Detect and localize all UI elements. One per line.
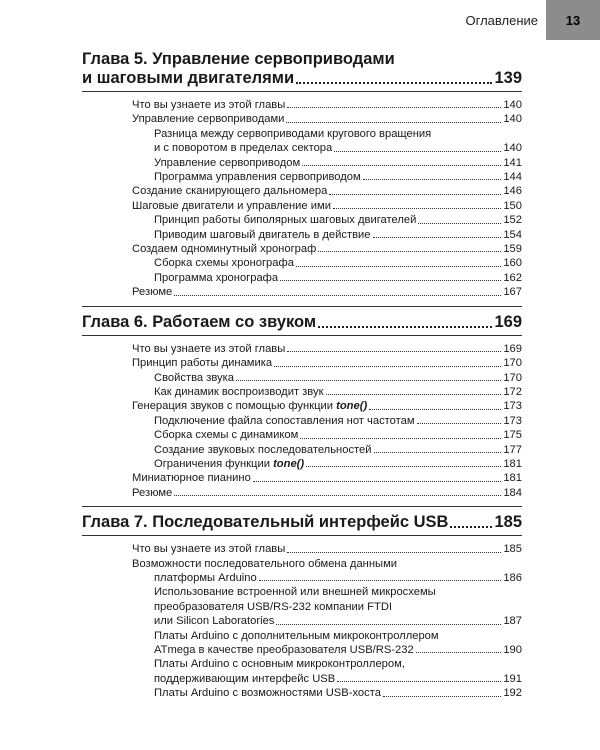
toc-entry[interactable]: Программа хронографа 162 <box>154 271 522 284</box>
toc-entry[interactable]: или Silicon Laboratories 187 <box>154 615 522 628</box>
toc-entry[interactable]: Программа управления сервоприводом 144 <box>154 171 522 184</box>
toc-entry[interactable]: Принцип работы биполярных шаговых двигателей 152 <box>154 214 522 227</box>
toc-entry-continued[interactable]: Возможности последовательного обмена данными <box>132 557 398 570</box>
toc-entry[interactable]: Что вы узнаете из этой главы 140 <box>132 99 522 111</box>
running-header-title: Оглавление <box>465 12 538 28</box>
chapter-page: 185 <box>494 513 522 532</box>
chapter-title-entry[interactable]: и шаговыми двигателями 139 <box>82 69 522 87</box>
chapter-rule <box>82 335 522 336</box>
toc-entry[interactable]: Шаговые двигатели и управление ими 150 <box>132 199 522 212</box>
toc-entry[interactable]: Приводим шаговый двигатель в действие 154 <box>154 228 522 241</box>
dot-leader <box>296 82 492 84</box>
toc-entry[interactable]: Управление сервоприводами 140 <box>132 113 522 126</box>
chapter-5 <box>82 50 522 300</box>
chapter-6 <box>82 306 522 500</box>
toc-entry[interactable]: Сборка схемы с динамиком 175 <box>154 429 522 442</box>
chapter-page: 139 <box>494 69 522 87</box>
toc-entry-continued[interactable]: Платы Arduino с дополнительным микроконтроллером <box>154 629 439 642</box>
chapter-title-line[interactable]: Глава 5. Управление сервоприводами <box>82 50 395 68</box>
toc-entry[interactable]: Миниатюрное пианино 181 <box>132 472 522 485</box>
chapter-title-entry[interactable]: Глава 6. Работаем со звуком 169 <box>82 312 522 331</box>
chapter-rule <box>82 506 522 507</box>
chapter-rule <box>82 306 522 307</box>
toc-entry[interactable]: Управление сервоприводом 141 <box>154 156 522 169</box>
toc-entry[interactable]: Платы Arduino с возможностями USB-хоста 192 <box>154 687 522 700</box>
chapter-7 <box>82 506 522 700</box>
toc-entry[interactable]: Ограничения функции tone() 181 <box>154 457 522 470</box>
page-header <box>466 0 600 40</box>
chapter-rule <box>82 535 522 536</box>
page-number-tab: 13 <box>546 0 600 40</box>
toc-entry-continued[interactable]: Разница между сервоприводами кругового вращения <box>154 127 432 140</box>
dot-leader <box>318 326 492 328</box>
toc-entry[interactable]: Резюме 184 <box>132 486 522 499</box>
toc-entry[interactable]: Генерация звуков с помощью функции tone() 173 <box>132 400 522 413</box>
toc-entry-continued[interactable]: Использование встроенной или внешней микросхемы <box>154 586 436 599</box>
toc-entry[interactable]: Резюме 167 <box>132 286 522 299</box>
toc-entry[interactable]: Свойства звука 170 <box>154 371 522 384</box>
toc-entry-continued[interactable]: преобразователя USB/RS-232 компании FTDI <box>154 600 393 613</box>
toc-entry[interactable]: платформы Arduino 186 <box>154 571 522 584</box>
toc-entry[interactable]: Принцип работы динамика 170 <box>132 357 522 370</box>
toc-entry[interactable]: Создаем одноминутный хронограф 159 <box>132 243 522 256</box>
dot-leader <box>450 526 492 528</box>
toc-entry[interactable]: поддерживающим интерфейс USB 191 <box>154 672 522 685</box>
chapter-page: 169 <box>494 312 522 331</box>
toc-entry[interactable]: ATmega в качестве преобразователя USB/RS-232 190 <box>154 644 522 656</box>
toc-entry[interactable]: Подключение файла сопоставления нот частотам 173 <box>154 414 522 427</box>
chapter-rule <box>82 91 522 92</box>
toc-entry[interactable]: Что вы узнаете из этой главы 169 <box>132 342 522 355</box>
chapter-title-entry[interactable]: Глава 7. Последовательный интерфейс USB 185 <box>82 513 522 532</box>
toc-entry[interactable]: Создание звуковых последовательностей 177 <box>154 443 522 456</box>
toc-entry-continued[interactable]: Платы Arduino с основным микроконтроллером, <box>154 658 405 671</box>
toc-entry[interactable]: Как динамик воспроизводит звук 172 <box>154 385 522 398</box>
toc-entry[interactable]: Создание сканирующего дальномера 146 <box>132 185 522 198</box>
table-of-contents <box>82 50 522 701</box>
toc-entry[interactable]: Сборка схемы хронографа 160 <box>154 257 522 270</box>
toc-entry[interactable]: Что вы узнаете из этой главы 185 <box>132 543 522 556</box>
toc-entry[interactable]: и с поворотом в пределах сектора 140 <box>154 142 522 155</box>
